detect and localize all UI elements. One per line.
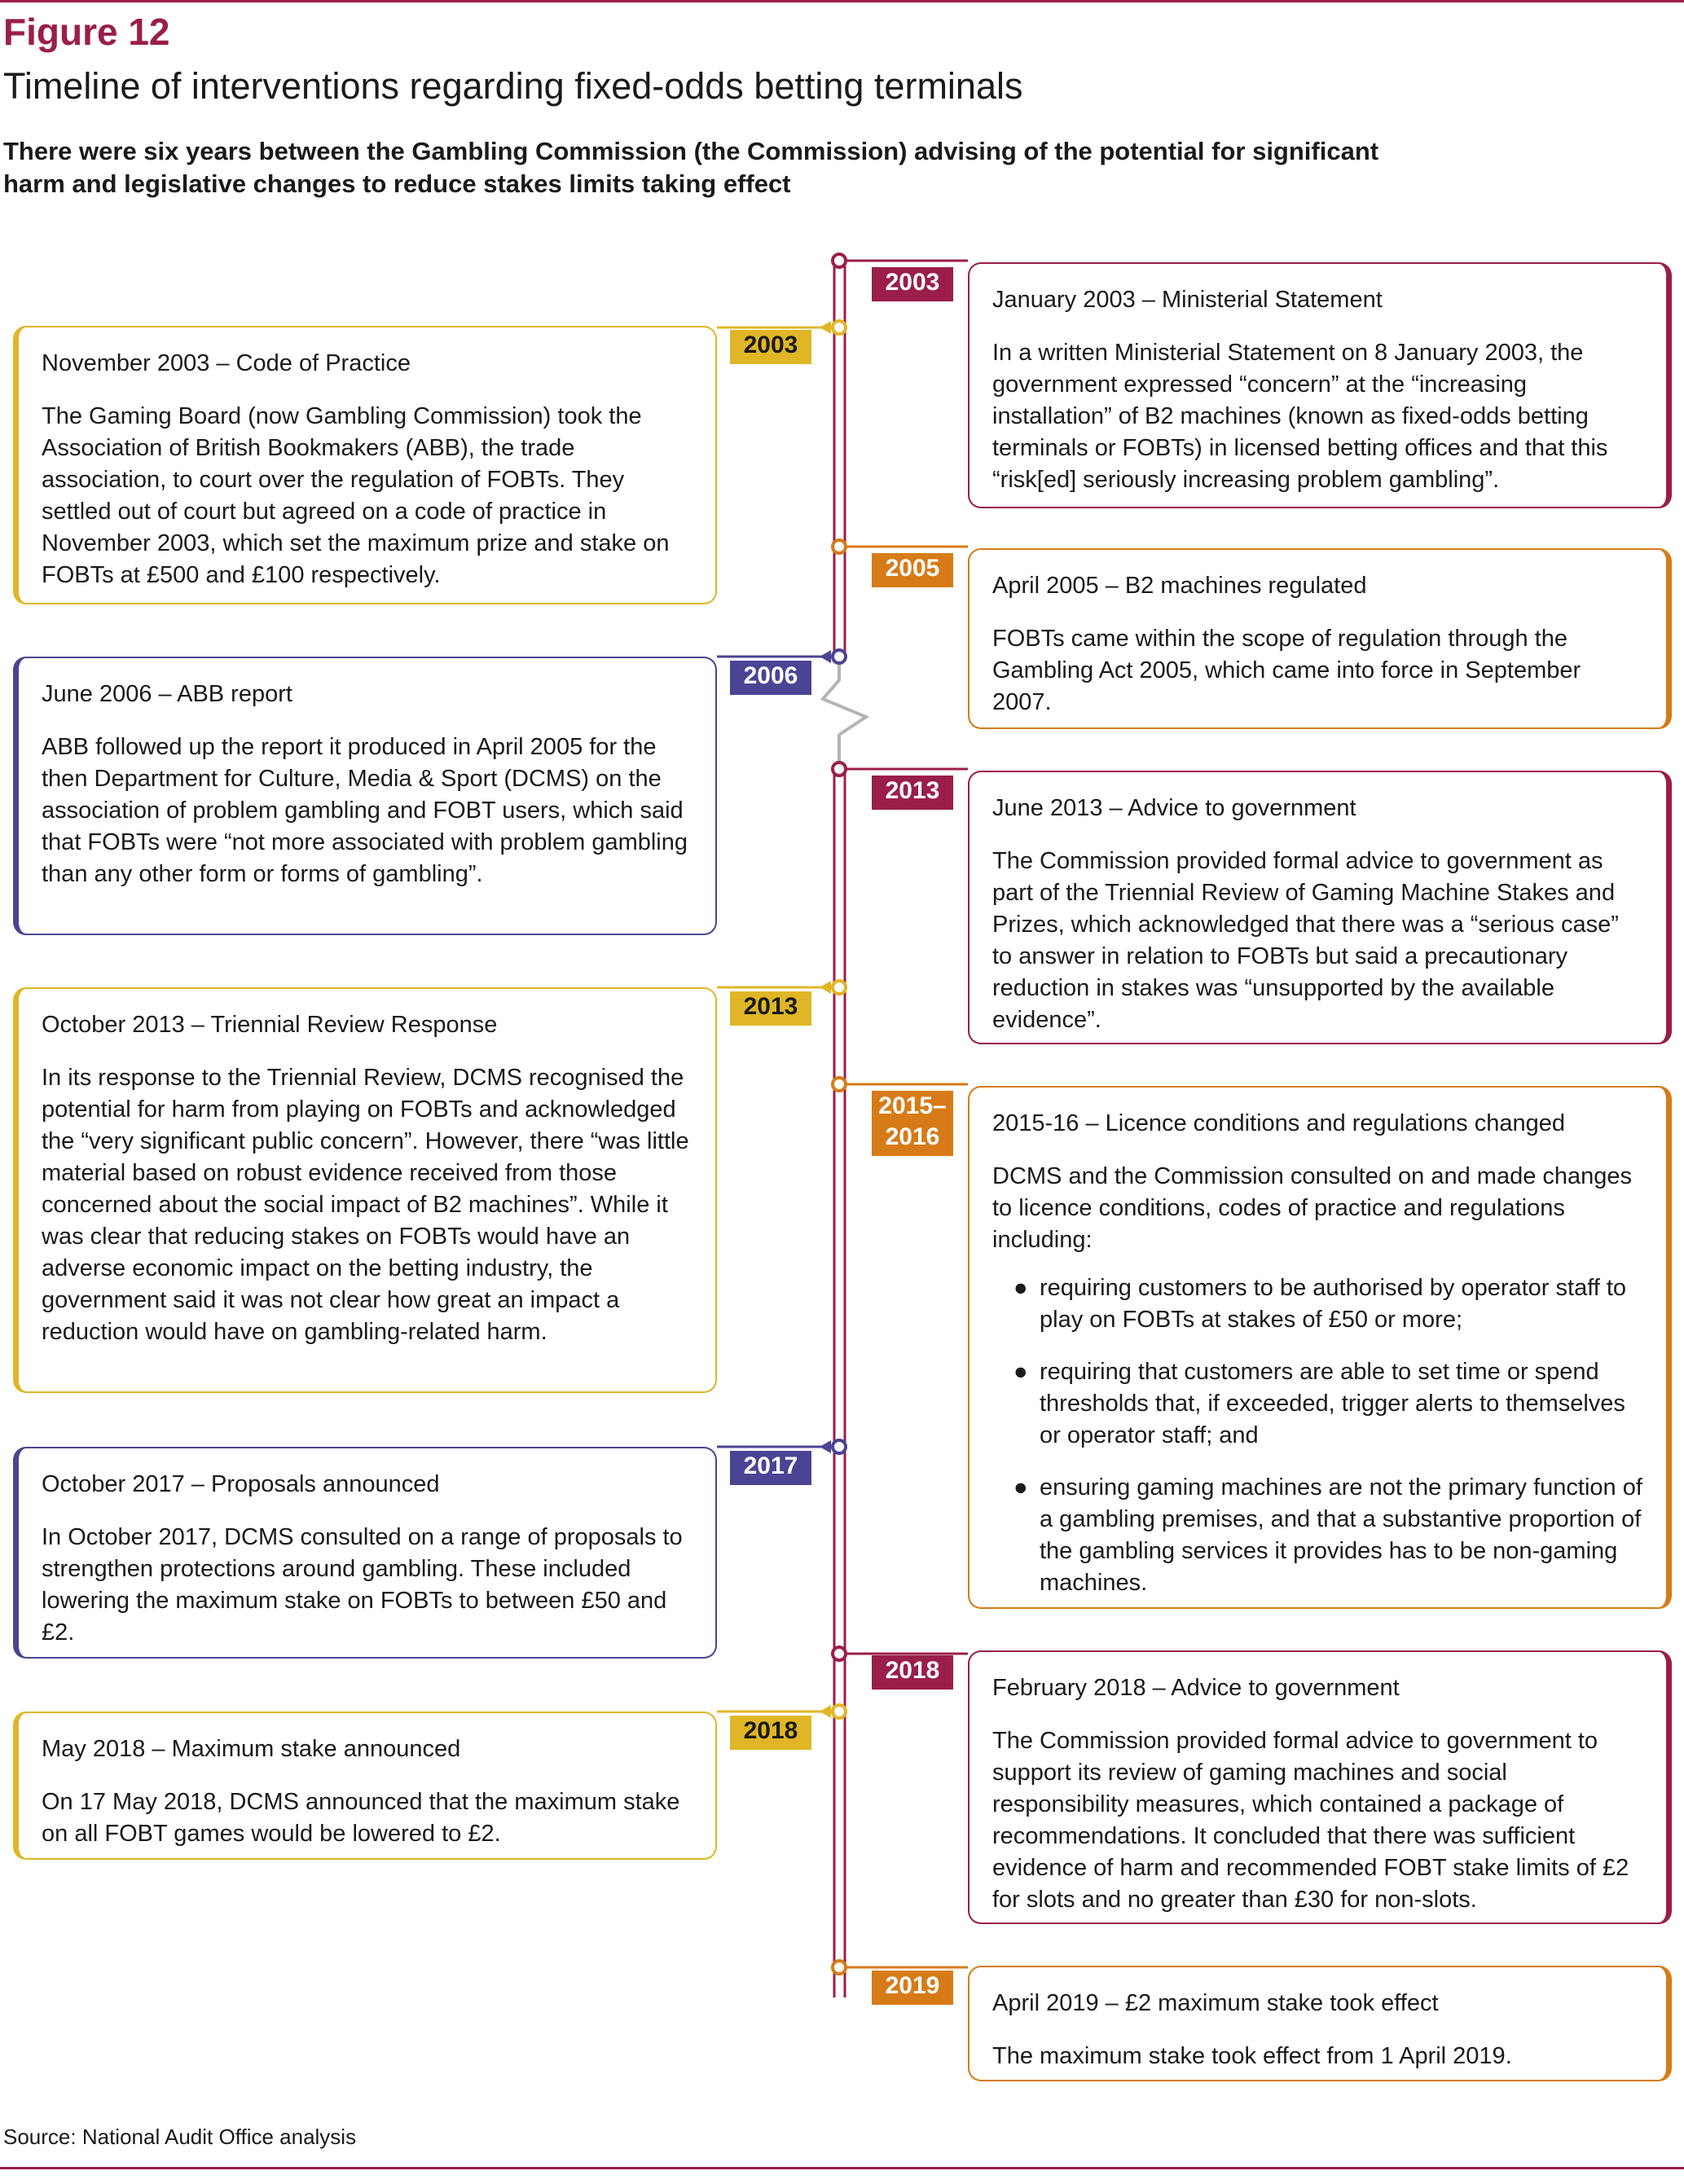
bullet-icon: ● [1013, 1359, 1028, 1385]
event-body: The maximum stake took effect from 1 April 2019. [992, 2043, 1512, 2069]
event-title: February 2018 – Advice to government [992, 1675, 1400, 1701]
year-tag-left-2003: 2003 [730, 330, 811, 364]
year-tag-left-2013: 2013 [730, 991, 811, 1026]
event-title: June 2006 – ABB report [42, 681, 292, 707]
year-tag-right-2005: 2005 [872, 553, 953, 587]
event-title: May 2018 – Maximum stake announced [42, 1736, 461, 1762]
event-card-right-2003 [968, 262, 1672, 508]
event-title: April 2005 – B2 machines regulated [992, 573, 1367, 599]
event-body: The Gaming Board (now Gambling Commission) took the Association of British Bookmakers (ABB), the trade association, to court over the regulation of FOBTs. They settled out of court but agreed on a code of practice in November 2003, which set the maximum prize and stake on FOBTs at £500 and £100 respectively. [42, 403, 670, 588]
event-title: 2015-16 – Licence conditions and regulations changed [992, 1110, 1565, 1136]
year-tag-right-2013: 2013 [872, 776, 953, 810]
year-tag-line-2: 2016 [885, 1123, 940, 1150]
event-card-right-2013 [968, 771, 1672, 1044]
event-title: October 2013 – Triennial Review Response [42, 1012, 498, 1038]
year-tag-right-2015-2016 [872, 1091, 953, 1156]
year-tag-line-1: 2015– [878, 1092, 947, 1119]
figure-title: Timeline of interventions regarding fixed-odds betting terminals [3, 65, 1023, 107]
event-body: FOBTs came within the scope of regulation through the Gambling Act 2005, which came into force in September 2007. [992, 626, 1581, 715]
event-title: April 2019 – £2 maximum stake took effect [992, 1990, 1439, 2016]
event-body: In its response to the Triennial Review, DCMS recognised the potential for harm from playing on FOBTs and acknowledged the “very significant public concern”. However, there “was little material based on robust evidence received from those concerned about the social impact of B2 machines”. While it was clear that reducing stakes on FOBTs would have an adverse economic impact on the betting industry, the government said it was not clear how great an impact a reduction would have on gambling-related harm. [42, 1065, 689, 1345]
connector-right-2015-2016 [833, 1078, 968, 1091]
figure-subtitle: There were six years between the Gambling Commission (the Commission) advising of the potential for significant harm and legislative changes to reduce stakes limits taking effect [3, 137, 1379, 198]
bullet-icon: ● [1013, 1474, 1028, 1501]
event-title: January 2003 – Ministerial Statement [992, 287, 1383, 313]
year-tag-right-2018: 2018 [872, 1655, 953, 1690]
connector-right-2013 [833, 762, 968, 776]
event-card-left-2006 [13, 657, 717, 935]
event-title: November 2003 – Code of Practice [42, 350, 411, 376]
event-card-right-2019 [968, 1966, 1672, 2081]
bullet-icon: ● [1013, 1275, 1028, 1301]
figure-number: Figure 12 [3, 11, 170, 53]
event-body: ABB followed up the report it produced in April 2005 for the then Department for Culture, Media & Sport (DCMS) on the association of problem gambling and FOBT users, which said that FOBTs were “not more associated with problem gambling than any other form or forms of gambling”. [42, 734, 688, 887]
list-item-text: ensuring gaming machines are not the primary function of a gambling premises, and that a substantive proportion of the gambling services it provides has to be non-gaming machines. [1040, 1474, 1642, 1596]
event-card-right-2005 [968, 548, 1672, 729]
year-tag-right-2019: 2019 [872, 1971, 953, 2005]
list-item [992, 1472, 1643, 1599]
year-tag-left-2018: 2018 [730, 1716, 811, 1750]
event-body: The Commission provided formal advice to government as part of the Triennial Review of Gaming Machine Stakes and Prizes, which acknowledged that there was a “serious case” to answer in relation to FOBTs but said a precautionary reduction in stakes was “unsupported by the available evidence”. [992, 848, 1619, 1033]
event-title: October 2017 – Proposals announced [42, 1471, 440, 1497]
year-tag-right-2003: 2003 [872, 267, 953, 301]
event-card-left-2018 [13, 1712, 717, 1860]
list-item [992, 1356, 1643, 1452]
event-body: In a written Ministerial Statement on 8 January 2003, the government expressed “concern” at the “increasing installation” of B2 machines (known as fixed-odds betting terminals or FOBTs) in licensed betting offices and that this “risk[ed] seriously increasing problem gambling”. [992, 340, 1608, 493]
event-body: The Commission provided formal advice to government to support its review of gaming machines and social responsibility measures, which contained a package of recommendations. It concluded that there was sufficient evidence of harm and recommended FOBT stake limits of £2 for slots and no greater than £30 for non-slots. [992, 1728, 1629, 1913]
year-tag-left-2017: 2017 [730, 1451, 811, 1485]
event-card-right-2018 [968, 1650, 1672, 1924]
list-item-text: requiring that customers are able to set time or spend thresholds that, if exceeded, trigger alerts to themselves or operator staff; and [1040, 1359, 1625, 1448]
event-card-left-2017 [13, 1447, 717, 1659]
event-body: On 17 May 2018, DCMS announced that the maximum stake on all FOBT games would be lowered to £2. [42, 1789, 680, 1847]
year-tag-left-2006: 2006 [730, 661, 811, 695]
list-item [992, 1272, 1643, 1336]
connector-right-2005 [833, 540, 968, 553]
event-body: DCMS and the Commission consulted on and made changes to licence conditions, codes of practice and regulations including: [992, 1163, 1633, 1253]
event-card-left-2003 [13, 326, 717, 604]
event-card-right-2015-2016 [968, 1086, 1672, 1609]
event-body: In October 2017, DCMS consulted on a range of proposals to strengthen protections around gambling. These included lowering the maximum stake on FOBTs to between £50 and £2. [42, 1524, 683, 1646]
list-item-text: requiring customers to be authorised by operator staff to play on FOBTs at stakes of £50 or more; [1040, 1275, 1627, 1333]
event-card-left-2013 [13, 987, 717, 1393]
bullet-list [992, 1272, 1643, 1599]
source-note: Source: National Audit Office analysis [3, 2125, 357, 2149]
connector-right-2003 [833, 254, 968, 267]
timeline-break-zigzag [823, 658, 866, 766]
event-title: June 2013 – Advice to government [992, 795, 1356, 821]
bottom-rule [0, 2167, 1684, 2169]
